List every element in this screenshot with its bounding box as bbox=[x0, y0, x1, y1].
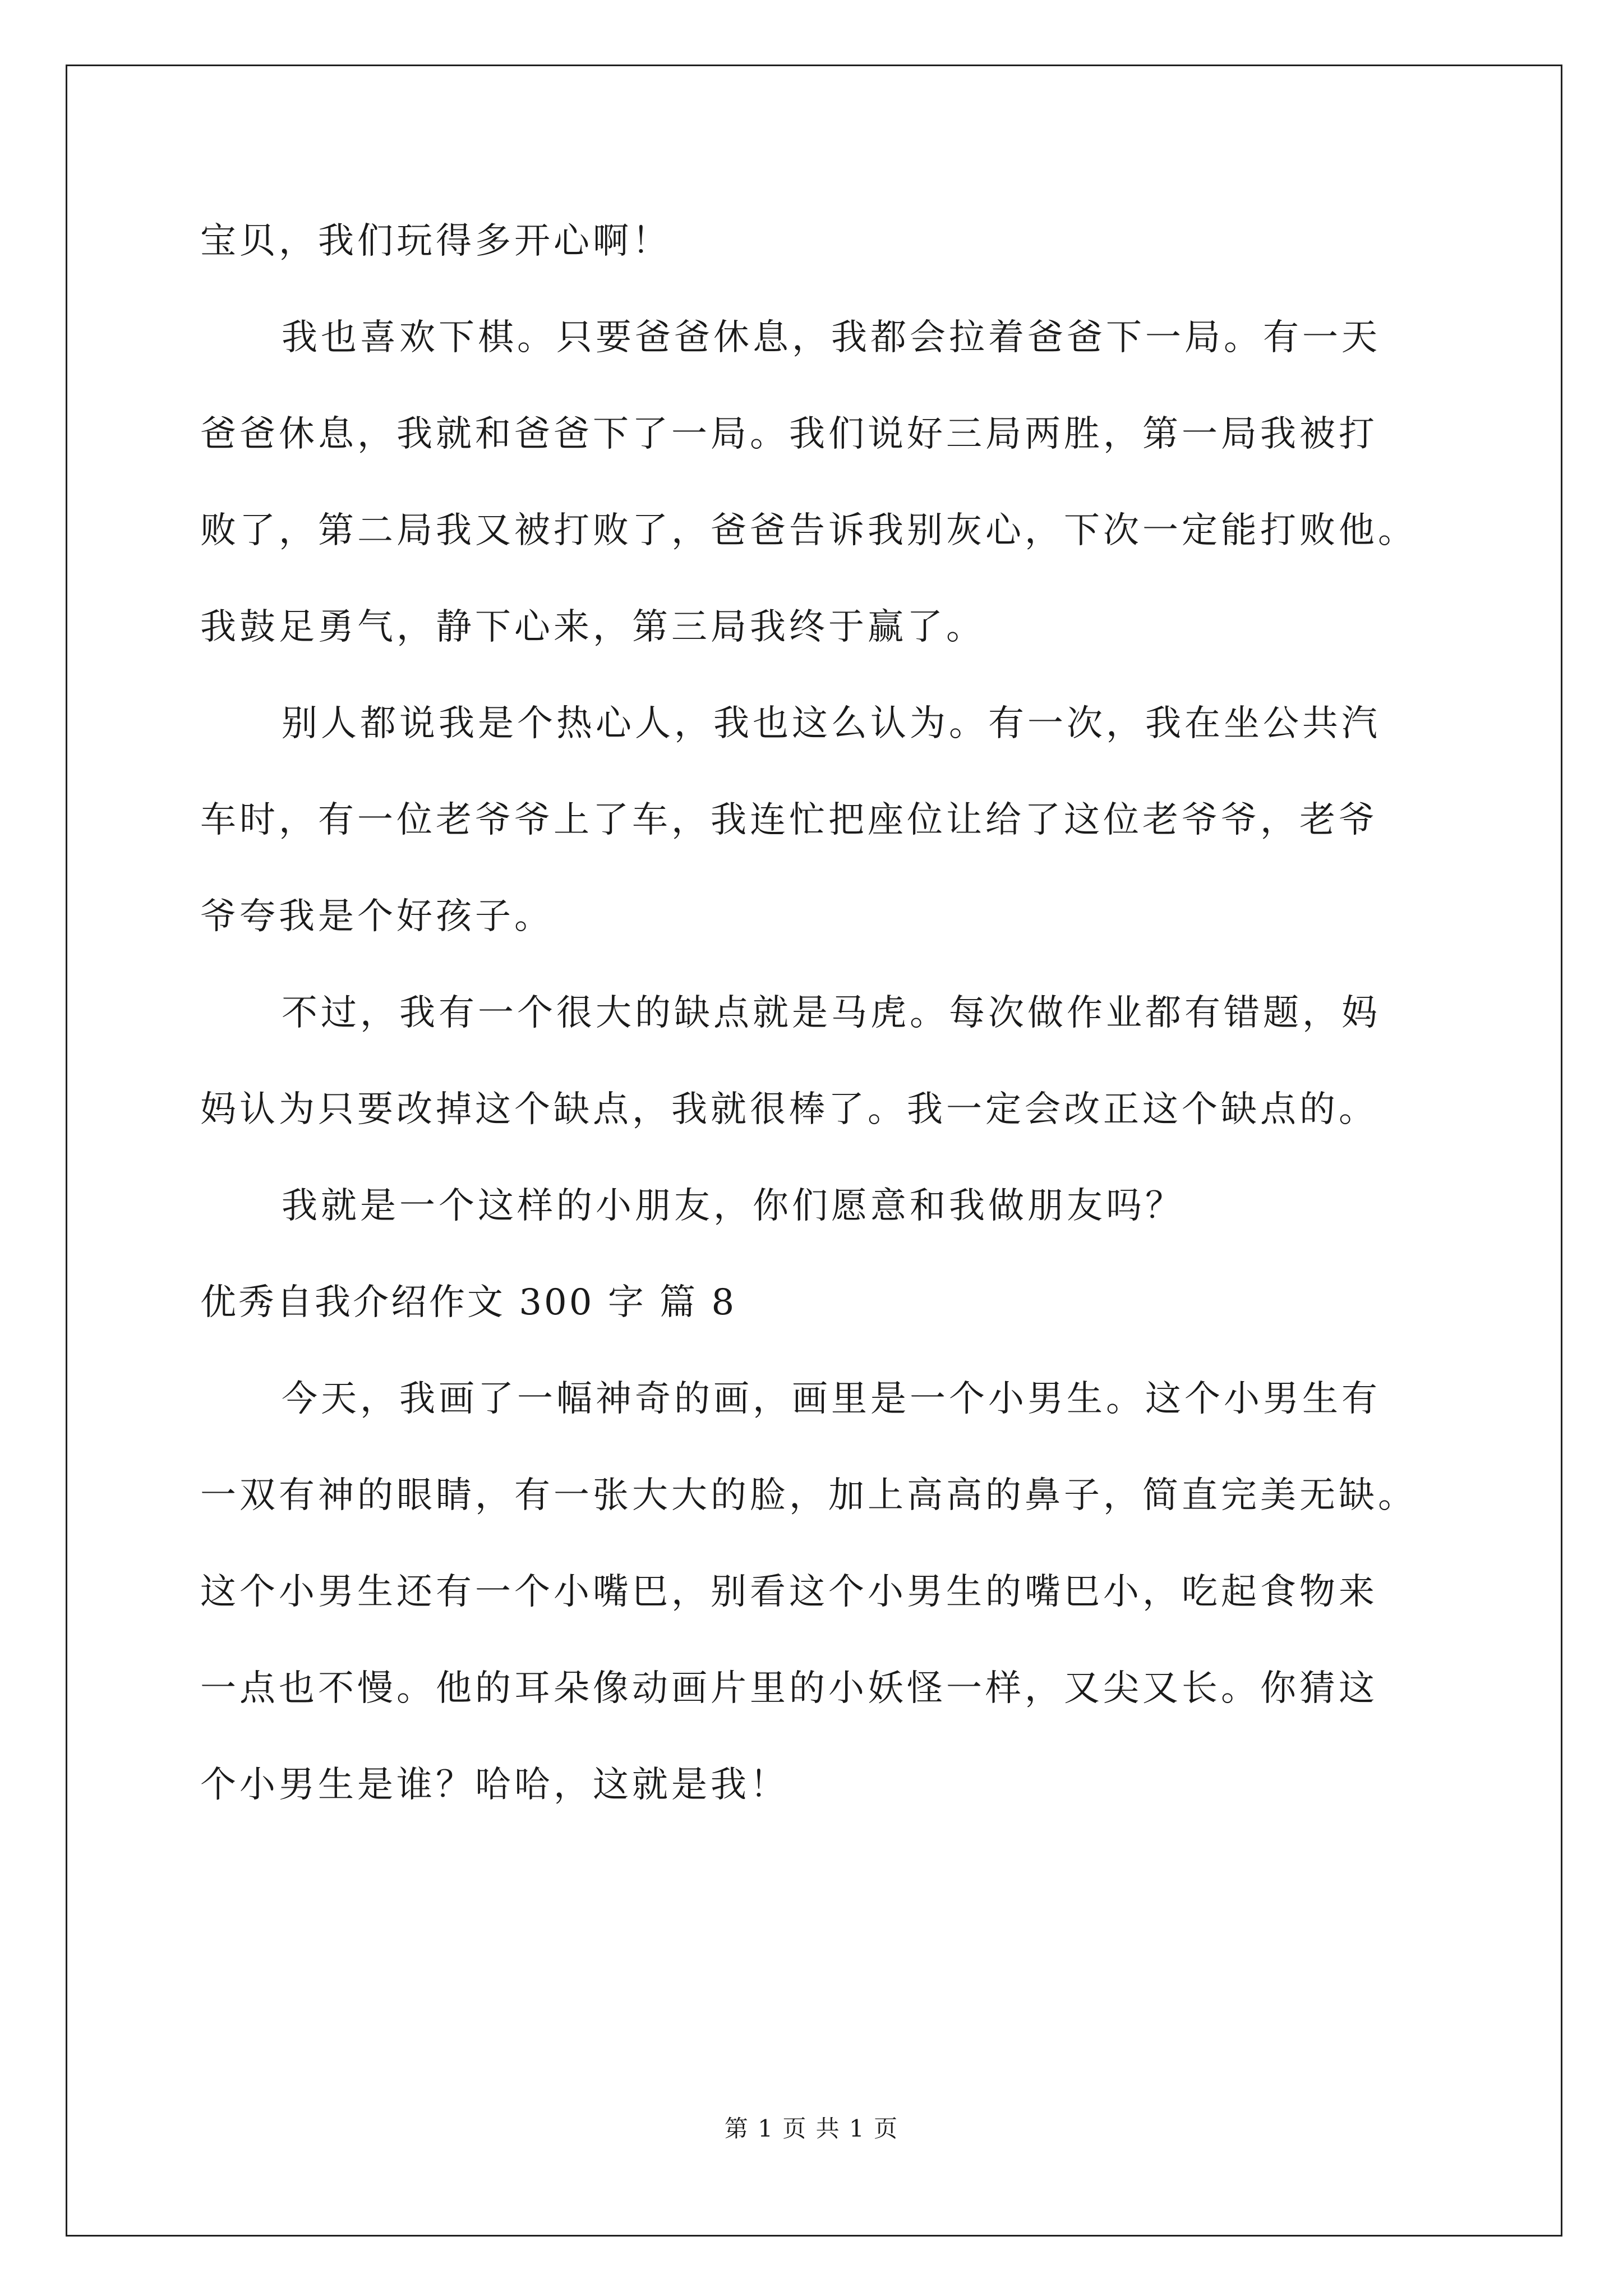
text-line: 个小男生是谁？哈哈，这就是我！ bbox=[200, 1764, 789, 1806]
text-line: 一点也不慢。他的耳朵像动画片里的小妖怪一样，又尖又长。你猜这 bbox=[200, 1668, 1378, 1709]
paragraph-first-line: 不过，我有一个很大的缺点就是马虎。每次做作业都有错题，妈 bbox=[282, 992, 1381, 1034]
text-line: 这个小男生还有一个小嘴巴，别看这个小男生的嘴巴小，吃起食物来 bbox=[200, 1571, 1378, 1613]
text-line: 我鼓足勇气，静下心来，第三局我终于赢了。 bbox=[200, 606, 985, 648]
section-heading: 优秀自我介绍作文 300 字 篇 8 bbox=[200, 1282, 737, 1323]
text-line: 妈认为只要改掉这个缺点，我就很棒了。我一定会改正这个缺点的。 bbox=[200, 1089, 1378, 1130]
paragraph-first-line: 别人都说我是个热心人，我也这么认为。有一次，我在坐公共汽 bbox=[282, 703, 1381, 744]
paragraph-first-line: 我也喜欢下棋。只要爸爸休息，我都会拉着爸爸下一局。有一天 bbox=[282, 317, 1381, 358]
text-line: 爸爸休息，我就和爸爸下了一局。我们说好三局两胜，第一局我被打 bbox=[200, 413, 1378, 455]
text-line: 车时，有一位老爷爷上了车，我连忙把座位让给了这位老爷爷，老爷 bbox=[200, 799, 1378, 841]
text-line: 爷夸我是个好孩子。 bbox=[200, 896, 554, 937]
text-line: 败了，第二局我又被打败了，爸爸告诉我别灰心，下次一定能打败他。 bbox=[200, 510, 1417, 551]
page-footer: 第 1 页 共 1 页 bbox=[724, 2115, 899, 2142]
text-line: 一双有神的眼睛，有一张大大的脸，加上高高的鼻子，简直完美无缺。 bbox=[200, 1475, 1417, 1516]
paragraph-first-line: 我就是一个这样的小朋友，你们愿意和我做朋友吗？ bbox=[282, 1185, 1184, 1227]
page-border bbox=[66, 65, 1562, 2237]
paragraph-first-line: 今天，我画了一幅神奇的画，画里是一个小男生。这个小男生有 bbox=[282, 1378, 1381, 1420]
text-line: 宝贝，我们玩得多开心啊！ bbox=[200, 220, 671, 262]
